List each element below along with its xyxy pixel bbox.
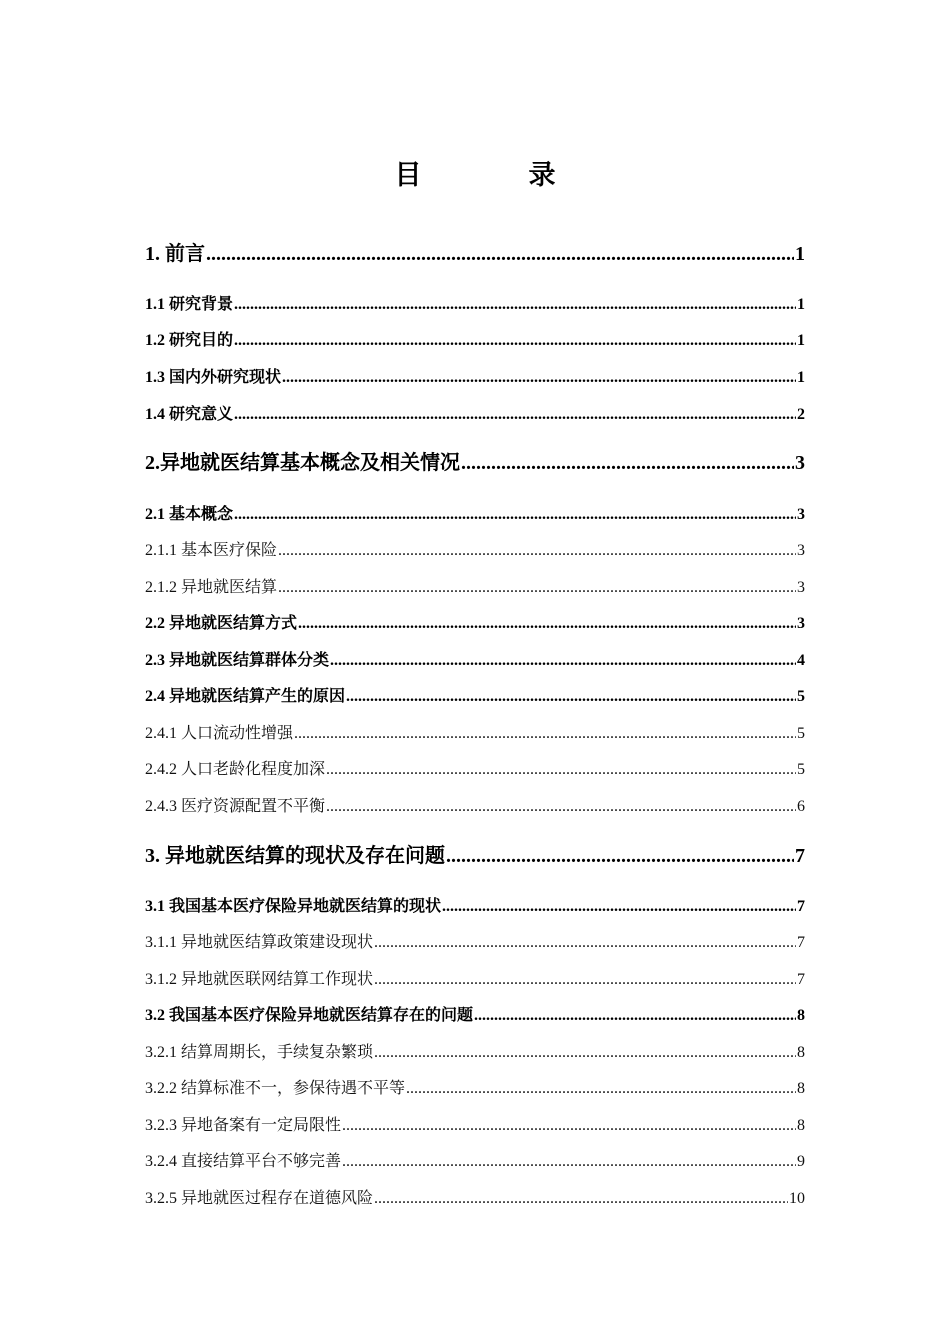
- toc-entry-page: 5: [797, 761, 805, 778]
- toc-entry[interactable]: [145, 366, 805, 390]
- toc-entry[interactable]: [145, 329, 805, 353]
- toc-entry[interactable]: [145, 1041, 805, 1065]
- toc-entry-label: 3.1.2 异地就医联网结算工作现状: [145, 971, 374, 988]
- toc-entry-page: 2: [797, 406, 805, 423]
- toc-entry[interactable]: [145, 722, 805, 746]
- toc-entry-label: 2.4.3 医疗资源配置不平衡: [145, 798, 326, 815]
- toc-entry[interactable]: [145, 795, 805, 819]
- toc-dot-leader: [206, 240, 794, 268]
- page-title: 目 录: [394, 160, 596, 191]
- toc-entry-page: 7: [797, 971, 805, 988]
- toc-entry[interactable]: [145, 539, 805, 563]
- toc-dot-leader: [234, 503, 796, 527]
- toc-entry[interactable]: [145, 1187, 805, 1211]
- toc-entry-label: 1.4 研究意义: [145, 406, 234, 423]
- toc-entry-page: 8: [797, 1117, 805, 1134]
- toc-entry[interactable]: [145, 503, 805, 527]
- toc-entry[interactable]: [145, 1150, 805, 1174]
- toc-dot-leader: [326, 758, 796, 782]
- toc-entry[interactable]: [145, 649, 805, 673]
- toc-entry-label: 1.2 研究目的: [145, 332, 234, 349]
- toc-entry-page: 8: [797, 1044, 805, 1061]
- toc-entry-page: 3: [797, 579, 805, 596]
- toc-dot-leader: [234, 403, 796, 427]
- toc-dot-leader: [446, 842, 794, 870]
- toc-entry-label: 3.2.4 直接结算平台不够完善: [145, 1153, 342, 1170]
- toc-entry-label: 2.1.1 基本医疗保险: [145, 542, 278, 559]
- toc-dot-leader: [298, 612, 796, 636]
- toc-entry-label: 3.2 我国基本医疗保险异地就医结算存在的问题: [145, 1007, 474, 1024]
- toc-entry[interactable]: [145, 842, 805, 870]
- toc-entry-page: 3: [797, 542, 805, 559]
- toc-entry-page: 4: [797, 652, 805, 669]
- toc-dot-leader: [442, 895, 796, 919]
- toc-entry-label: 3.1.1 异地就医结算政策建设现状: [145, 934, 374, 951]
- toc-entry-page: 1: [797, 296, 805, 313]
- toc-entry-label: 2.4.2 人口老龄化程度加深: [145, 761, 326, 778]
- toc-entry[interactable]: [145, 293, 805, 317]
- toc-entry[interactable]: [145, 240, 805, 268]
- toc-dot-leader: [342, 1114, 796, 1138]
- toc-entry[interactable]: [145, 685, 805, 709]
- toc-dot-leader: [294, 722, 796, 746]
- toc-entry[interactable]: [145, 1077, 805, 1101]
- toc-entry-page: 7: [797, 898, 805, 915]
- toc-dot-leader: [342, 1150, 796, 1174]
- toc-entry-page: 3: [797, 615, 805, 632]
- toc-dot-leader: [282, 366, 796, 390]
- toc-entry[interactable]: [145, 449, 805, 477]
- toc-dot-leader: [234, 329, 796, 353]
- toc-dot-leader: [346, 685, 796, 709]
- toc-dot-leader: [374, 931, 796, 955]
- toc-dot-leader: [461, 449, 794, 477]
- toc-dot-leader: [278, 539, 796, 563]
- toc-entry-label: 3.2.2 结算标准不一，参保待遇不平等: [145, 1080, 406, 1097]
- toc-entry-label: 2.1.2 异地就医结算: [145, 579, 278, 596]
- toc-entry-page: 5: [797, 725, 805, 742]
- toc-entry[interactable]: [145, 1114, 805, 1138]
- toc-entry-page: 1: [797, 332, 805, 349]
- toc-entry-page: 7: [797, 934, 805, 951]
- toc-dot-leader: [374, 968, 796, 992]
- toc-dot-leader: [330, 649, 796, 673]
- toc-entry[interactable]: [145, 1004, 805, 1028]
- toc-entry-page: 1: [797, 369, 805, 386]
- toc-entry[interactable]: [145, 931, 805, 955]
- toc-entry-page: 9: [797, 1153, 805, 1170]
- toc-entry-label: 2.3 异地就医结算群体分类: [145, 652, 330, 669]
- toc-entry-page: 1: [795, 243, 805, 265]
- toc-entry-label: 1. 前言: [145, 243, 205, 265]
- toc-entry-label: 2.2 异地就医结算方式: [145, 615, 298, 632]
- toc-entry-page: 3: [797, 506, 805, 523]
- toc-entry-page: 10: [789, 1190, 805, 1207]
- toc-entry[interactable]: [145, 576, 805, 600]
- toc-entry-label: 2.1 基本概念: [145, 506, 234, 523]
- toc-entry[interactable]: [145, 758, 805, 782]
- toc-entry-label: 2.异地就医结算基本概念及相关情况: [145, 452, 460, 474]
- toc-entry-label: 3.1 我国基本医疗保险异地就医结算的现状: [145, 898, 442, 915]
- toc-entry-label: 3. 异地就医结算的现状及存在问题: [145, 845, 445, 867]
- toc-entry-label: 3.2.5 异地就医过程存在道德风险: [145, 1190, 374, 1207]
- toc-dot-leader: [374, 1187, 788, 1211]
- toc-entry[interactable]: [145, 895, 805, 919]
- toc-dot-leader: [406, 1077, 796, 1101]
- toc-entry-page: 5: [797, 688, 805, 705]
- toc-entry-label: 2.4.1 人口流动性增强: [145, 725, 294, 742]
- toc-entry-page: 8: [797, 1080, 805, 1097]
- toc-dot-leader: [234, 293, 796, 317]
- toc-dot-leader: [374, 1041, 796, 1065]
- toc-entry[interactable]: [145, 968, 805, 992]
- toc-dot-leader: [278, 576, 796, 600]
- toc-entry-label: 1.1 研究背景: [145, 296, 234, 313]
- toc-entry-label: 2.4 异地就医结算产生的原因: [145, 688, 346, 705]
- toc-entry-label: 3.2.3 异地备案有一定局限性: [145, 1117, 342, 1134]
- toc-entry-label: 1.3 国内外研究现状: [145, 369, 282, 386]
- toc-dot-leader: [326, 795, 796, 819]
- toc-entry-page: 7: [795, 845, 805, 867]
- toc-dot-leader: [474, 1004, 796, 1028]
- toc-entry-page: 6: [797, 798, 805, 815]
- toc-entry-page: 3: [795, 452, 805, 474]
- toc-entry[interactable]: [145, 403, 805, 427]
- toc-entry-page: 8: [797, 1007, 805, 1024]
- toc-entry-label: 3.2.1 结算周期长，手续复杂繁琐: [145, 1044, 374, 1061]
- toc-entry[interactable]: [145, 612, 805, 636]
